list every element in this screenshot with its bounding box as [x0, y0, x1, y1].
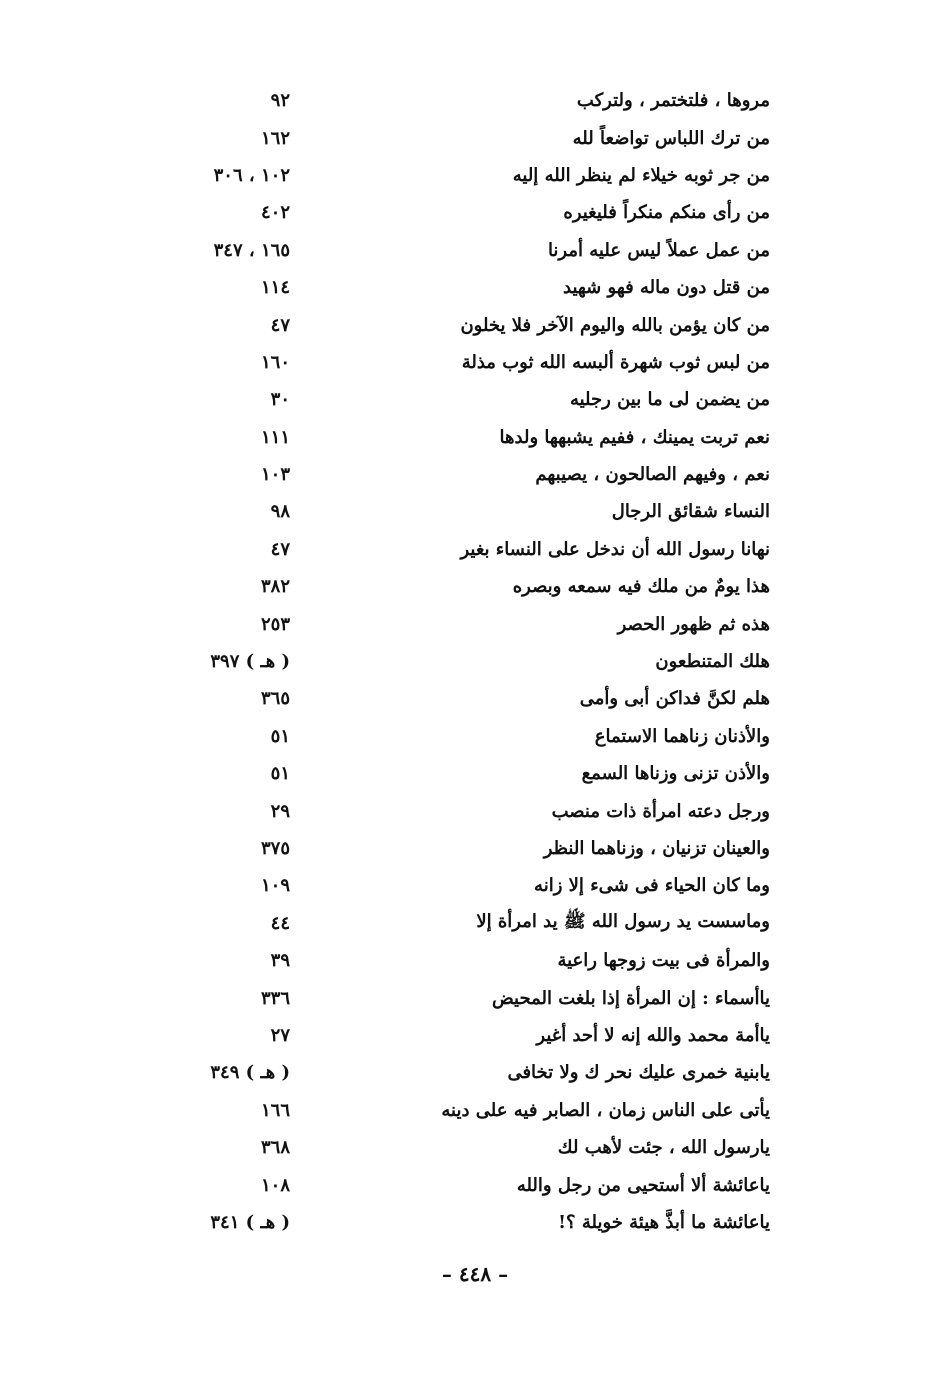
page-references: ١٦٢	[260, 127, 290, 149]
page-references: ٣٧٥	[260, 838, 290, 859]
hadith-text: وماسست يد رسول الله ﷺ يد امرأة إلا	[476, 911, 770, 933]
index-row	[160, 531, 770, 568]
hadith-text: يابنية خمرى عليك نحر ك ولا تخافى	[507, 1062, 770, 1084]
hadith-text: من لبس ثوب شهرة ألبسه الله ثوب مذلة	[461, 351, 770, 373]
page-references: ٤٧	[270, 314, 290, 336]
index-row	[160, 419, 770, 456]
page-references: ٥١	[270, 763, 290, 785]
hadith-text: ورجل دعته امرأة ذات منصب	[551, 800, 770, 822]
page-references: ١٠٨	[260, 1174, 290, 1196]
page-references: ٣٣٦	[260, 987, 290, 1009]
hadith-text: هلك المتنطعون	[655, 651, 770, 673]
index-row	[160, 830, 770, 867]
hadith-index-list	[160, 82, 770, 1241]
index-row	[160, 942, 770, 979]
index-row	[160, 119, 770, 156]
page-references: ٣٠	[270, 389, 290, 411]
hadith-text: ياعائشة ما أبذَّ هيئة خويلة ؟!	[558, 1211, 770, 1233]
hadith-text: ياعائشة ألا أستحيى من رجل والله	[516, 1174, 770, 1196]
index-row	[160, 269, 770, 306]
hadith-text: نعم تربت يمينك ، ففيم يشبهها ولدها	[499, 426, 770, 448]
page-references: ٣٦٨	[260, 1137, 290, 1159]
page-references: ١٦٥ ، ٣٤٧	[213, 239, 290, 261]
index-row	[160, 157, 770, 194]
hadith-text: ياأمة محمد والله إنه لا أحد أغير	[536, 1024, 770, 1046]
hadith-text: والعينان تزنيان ، وزناهما النظر	[543, 838, 770, 859]
page-references: ١١٤	[260, 277, 290, 299]
hadith-text: هذه ثم ظهور الحصر	[617, 613, 770, 635]
hadith-text: من رأى منكم منكراً فليغيره	[563, 202, 770, 224]
index-row	[160, 194, 770, 231]
hadith-text: نهانا رسول الله أن ندخل على النساء بغير	[460, 538, 770, 560]
index-row	[160, 1092, 770, 1129]
hadith-text: يأتى على الناس زمان ، الصابر فيه على دينه	[441, 1099, 770, 1121]
page-references: ٤٧	[270, 538, 290, 560]
index-row	[160, 643, 770, 680]
hadith-text: يارسول الله ، جئت لأهب لك	[557, 1137, 770, 1159]
page-references: ٣٨٢	[260, 576, 290, 598]
hadith-text: من قتل دون ماله فهو شهيد	[563, 277, 770, 299]
index-row	[160, 1129, 770, 1166]
page-references: ١٠٣	[260, 464, 290, 486]
page-references: ١٠٢ ، ٣٠٦	[213, 164, 290, 186]
page-references: ٥١	[270, 725, 290, 747]
page-references: ٣٦٥	[260, 688, 290, 710]
index-row	[160, 1054, 770, 1091]
index-row	[160, 568, 770, 605]
page-references: ٩٨	[270, 501, 290, 523]
index-row	[160, 82, 770, 119]
page-references: ١٠٩	[260, 875, 290, 897]
page-references: ٢٧	[270, 1024, 290, 1046]
hadith-text: من عمل عملاً ليس عليه أمرنا	[547, 239, 770, 261]
index-row	[160, 493, 770, 530]
index-row	[160, 344, 770, 381]
hadith-text: ياأسماء : إن المرأة إذا بلغت المحيض	[492, 987, 770, 1009]
index-row	[160, 381, 770, 418]
page-references: ( هـ ) ٣٤٩	[210, 1062, 290, 1084]
hadith-text: والمرأة فى بيت زوجها راعية	[557, 950, 770, 972]
page-number: – ٤٤٨ –	[441, 1262, 509, 1286]
hadith-text: والأذنان زناهما الاستماع	[594, 725, 770, 747]
hadith-text: من كان يؤمن بالله واليوم الآخر فلا يخلون	[460, 314, 770, 336]
hadith-text: هلم لكنَّ فداكن أبى وأمى	[579, 688, 770, 710]
index-row	[160, 306, 770, 343]
page-references: ( هـ ) ٣٤١	[210, 1211, 290, 1233]
page-references: ١٦٠	[260, 351, 290, 373]
page-references: ( هـ ) ٣٩٧	[210, 651, 290, 673]
index-row	[160, 1166, 770, 1203]
page-references: ٢٥٣	[260, 613, 290, 635]
hadith-text: هذا يومٌ من ملك فيه سمعه وبصره	[512, 576, 770, 598]
hadith-text: نعم ، وفيهم الصالحون ، يصيبهم	[535, 464, 770, 486]
page-references: ٣٩	[270, 950, 290, 972]
index-row	[160, 232, 770, 269]
index-row	[160, 979, 770, 1016]
hadith-text: وما كان الحياء فى شىء إلا زانه	[534, 875, 770, 897]
index-row	[160, 755, 770, 792]
index-row	[160, 905, 770, 942]
page-references: ٢٩	[270, 800, 290, 822]
index-row	[160, 605, 770, 642]
hadith-text: من جر ثوبه خيلاء لم ينظر الله إليه	[512, 164, 770, 186]
page-references: ١٦٦	[260, 1099, 290, 1121]
page-references: ٩٢	[270, 90, 290, 112]
hadith-text: النساء شقائق الرجال	[611, 501, 770, 523]
index-row	[160, 1204, 770, 1241]
page-references: ١١١	[260, 426, 290, 448]
index-row	[160, 792, 770, 829]
page-references: ٤٠٢	[260, 202, 290, 224]
index-row	[160, 1017, 770, 1054]
hadith-text: من يضمن لى ما بين رجليه	[569, 389, 770, 411]
index-row	[160, 456, 770, 493]
hadith-text: والأذن تزنى وزناها السمع	[581, 763, 770, 785]
hadith-text: مروها ، فلتختمر ، ولتركب	[576, 90, 770, 112]
index-row	[160, 718, 770, 755]
page-references: ٤٤	[270, 912, 290, 934]
hadith-text: من ترك اللباس تواضعاً لله	[572, 127, 770, 149]
index-row	[160, 680, 770, 717]
index-row	[160, 867, 770, 904]
